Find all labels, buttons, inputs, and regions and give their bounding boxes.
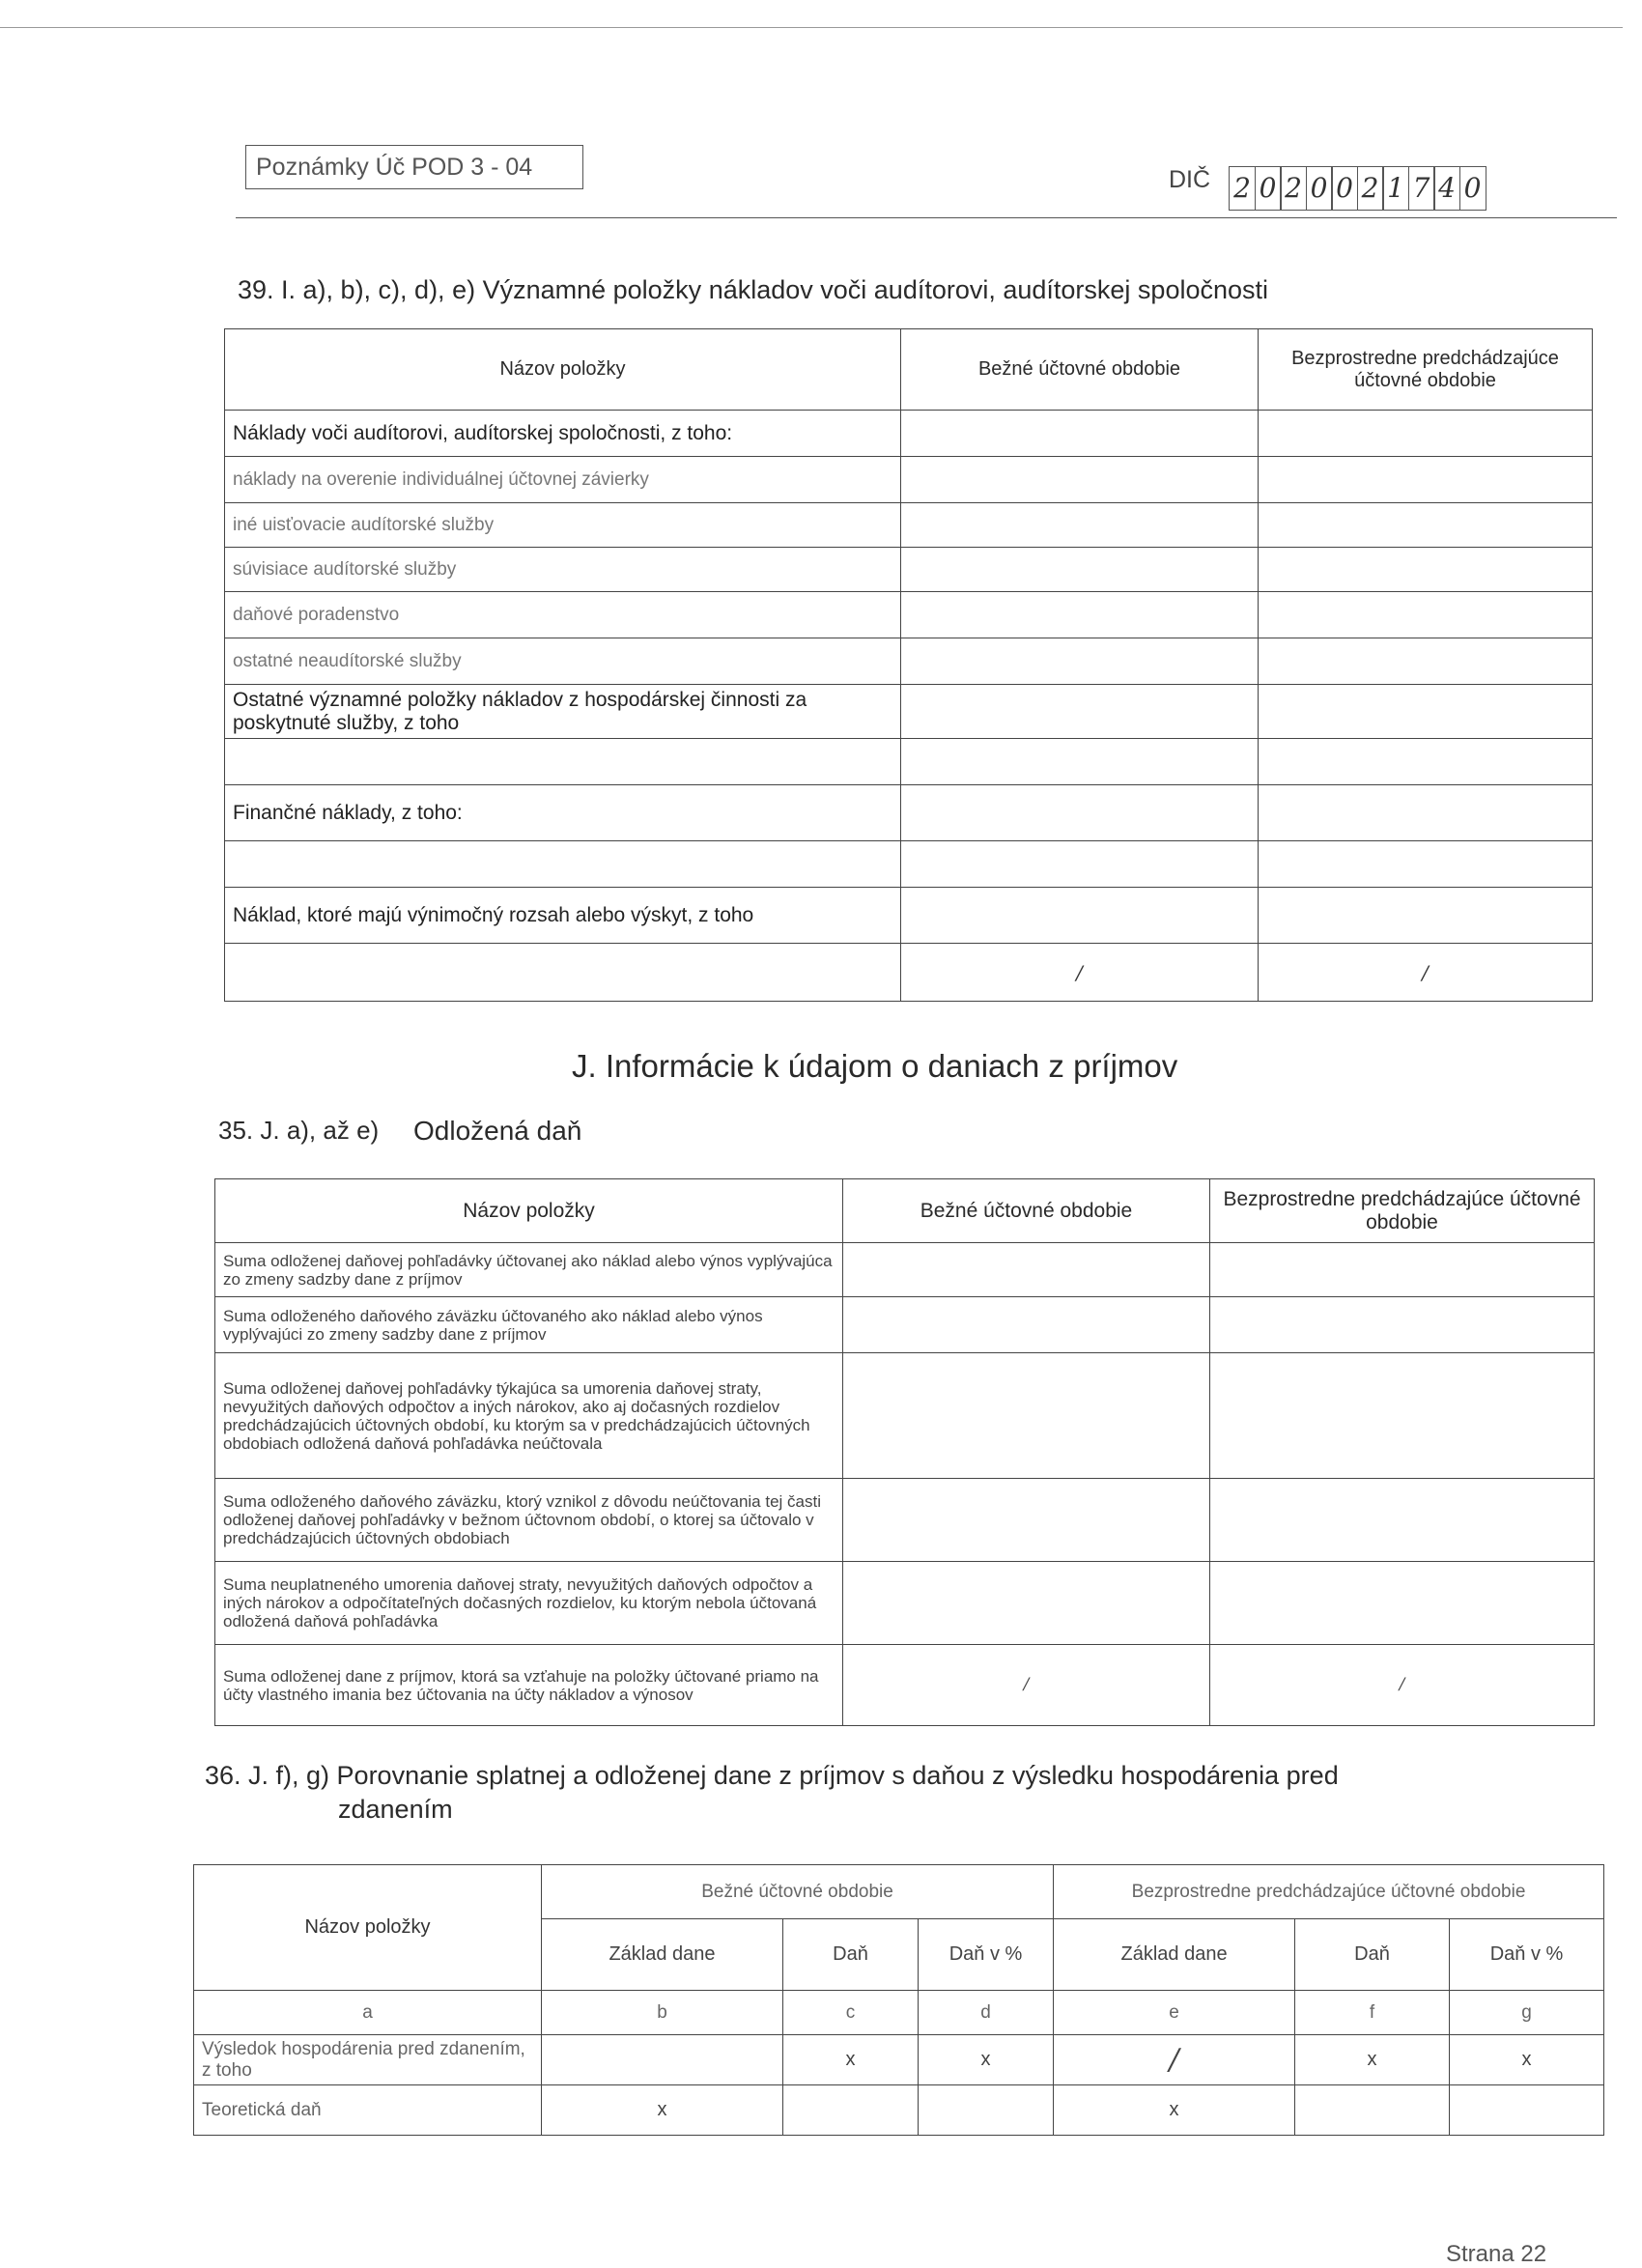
table-row	[215, 1479, 1595, 1562]
column-letter: a	[194, 1991, 542, 2035]
handwritten-slash-mark: /	[1210, 1645, 1595, 1726]
header-rule	[236, 217, 1617, 218]
table-row	[225, 685, 1593, 739]
row-label: súvisiace audítorské služby	[225, 548, 901, 592]
row-label: Výsledok hospodárenia pred zdanením, z toho	[194, 2035, 542, 2085]
column-letter: c	[783, 1991, 919, 2035]
value-cell[interactable]: x	[1450, 2035, 1604, 2085]
dic-digit-boxes	[1229, 166, 1485, 211]
value-cell[interactable]	[1259, 638, 1593, 685]
sub-header: Daň v %	[919, 1919, 1054, 1991]
row-label: Náklady voči audítorovi, audítorskej spoločnosti, z toho:	[225, 411, 901, 457]
form-code-box: Poznámky Úč POD 3 - 04	[245, 145, 583, 189]
table-row	[225, 888, 1593, 944]
sub-header: Základ dane	[1054, 1919, 1295, 1991]
handwritten-slash-mark: /	[901, 944, 1259, 1002]
row-label: Náklad, ktoré majú výnimočný rozsah alebo výskyt, z toho	[225, 888, 901, 944]
row-label: Finančné náklady, z toho:	[225, 785, 901, 841]
table-row	[194, 2035, 1604, 2085]
value-cell[interactable]	[901, 411, 1259, 457]
dic-digit: 0	[1255, 166, 1282, 211]
value-cell[interactable]	[1210, 1353, 1595, 1479]
page-number: Strana 22	[1446, 2241, 1547, 2267]
value-cell[interactable]	[843, 1297, 1210, 1353]
value-cell[interactable]	[901, 548, 1259, 592]
row-label: Suma odloženej daňovej pohľadávky týkajúca sa umorenia daňovej straty, nevyužitých daňových odpočtov a iných nárokov, ako aj dočasných rozdielov predchádzajúcich účtovných období, ku ktorým sa v predchádzajúcich účtovných obdobiach odložená daňová pohľadávka neúčtovala	[215, 1353, 843, 1479]
table-row	[225, 457, 1593, 503]
value-cell[interactable]	[901, 638, 1259, 685]
row-label: ostatné neaudítorské služby	[225, 638, 901, 685]
top-scan-edge	[0, 27, 1623, 28]
value-cell[interactable]	[1259, 592, 1593, 638]
section-35-table	[214, 1178, 1595, 1726]
column-letter: f	[1295, 1991, 1450, 2035]
section-39-table	[224, 328, 1593, 1002]
group-header-previous: Bezprostredne predchádzajúce účtovné obdobie	[1054, 1865, 1604, 1919]
value-cell[interactable]	[843, 1243, 1210, 1297]
dic-digit: 1	[1382, 166, 1409, 211]
value-cell[interactable]	[542, 2035, 783, 2085]
section-39-title: 39. I. a), b), c), d), e) Významné položky nákladov voči audítorovi, audítorskej spoločnosti	[238, 275, 1269, 304]
table-row	[225, 548, 1593, 592]
dic-digit: 4	[1433, 166, 1460, 211]
value-cell[interactable]	[1259, 548, 1593, 592]
sub-header: Základ dane	[542, 1919, 783, 1991]
section-36-title-cont: zdanením	[338, 1795, 453, 1824]
value-cell[interactable]: x	[1295, 2035, 1450, 2085]
table-row	[225, 944, 1593, 1002]
value-cell[interactable]	[1295, 2085, 1450, 2136]
value-cell[interactable]	[901, 457, 1259, 503]
col-header-current: Bežné účtovné obdobie	[901, 329, 1259, 411]
dic-digit: 0	[1331, 166, 1358, 211]
value-cell[interactable]	[1259, 739, 1593, 785]
value-cell[interactable]	[1450, 2085, 1604, 2136]
value-cell[interactable]: x	[542, 2085, 783, 2136]
group-header-current: Bežné účtovné obdobie	[542, 1865, 1054, 1919]
row-label[interactable]	[225, 739, 901, 785]
table-row	[225, 503, 1593, 548]
value-cell[interactable]	[783, 2085, 919, 2136]
table-row	[225, 411, 1593, 457]
col-header-previous: Bezprostredne predchádzajúce účtovné obdobie	[1259, 329, 1593, 411]
section-j-heading: J. Informácie k údajom o daniach z príjmov	[572, 1048, 1178, 1084]
value-cell[interactable]	[901, 888, 1259, 944]
value-cell[interactable]: x	[1054, 2085, 1295, 2136]
row-label: Suma odloženého daňového záväzku, ktorý vznikol z dôvodu neúčtovania tej časti odloženej daňovej pohľadávky v bežnom účtovnom období, o ktorej sa účtovalo v predchádzajúcich účtovných obdobiach	[215, 1479, 843, 1562]
value-cell[interactable]	[1259, 685, 1593, 739]
sub-header: Daň	[783, 1919, 919, 1991]
value-cell[interactable]	[1210, 1243, 1595, 1297]
table-row	[215, 1645, 1595, 1726]
column-letter: d	[919, 1991, 1054, 2035]
handwritten-slash-mark: /	[1259, 944, 1593, 1002]
value-cell[interactable]	[1210, 1479, 1595, 1562]
column-letter: g	[1450, 1991, 1604, 2035]
dic-label: DIČ	[1169, 166, 1211, 193]
table-row	[215, 1562, 1595, 1645]
value-cell[interactable]	[1210, 1297, 1595, 1353]
dic-digit: 2	[1229, 166, 1256, 211]
handwritten-slash-mark: /	[1054, 2035, 1295, 2085]
column-letter: e	[1054, 1991, 1295, 2035]
section-36-title: 36. J. f), g) Porovnanie splatnej a odloženej dane z príjmov s daňou z výsledku hospodárenia pred	[205, 1761, 1339, 1790]
table-row	[215, 1353, 1595, 1479]
table-row	[225, 638, 1593, 685]
row-label: Suma odloženej daňovej pohľadávky účtovanej ako náklad alebo výnos vyplývajúca zo zmeny sadzby dane z príjmov	[215, 1243, 843, 1297]
row-label: iné uisťovacie audítorské služby	[225, 503, 901, 548]
value-cell[interactable]	[1259, 785, 1593, 841]
value-cell[interactable]	[843, 1562, 1210, 1645]
value-cell[interactable]	[901, 739, 1259, 785]
col-header-name: Názov položky	[194, 1865, 542, 1991]
dic-digit: 7	[1408, 166, 1435, 211]
dic-digit: 2	[1280, 166, 1307, 211]
value-cell[interactable]	[919, 2085, 1054, 2136]
value-cell[interactable]	[901, 503, 1259, 548]
value-cell[interactable]	[901, 592, 1259, 638]
value-cell[interactable]	[1259, 888, 1593, 944]
table-row	[225, 785, 1593, 841]
col-header-name: Názov položky	[215, 1179, 843, 1243]
dic-digit: 0	[1459, 166, 1486, 211]
table-row	[215, 1243, 1595, 1297]
row-label: Suma neuplatneného umorenia daňovej straty, nevyužitých daňových odpočtov a iných nárokov a odpočítateľných dočasných rozdielov, ku ktorým nebola účtovaná odložená daňová pohľadávka	[215, 1562, 843, 1645]
row-label: Suma odloženého daňového záväzku účtovaného ako náklad alebo výnos vyplývajúci zo zmeny sadzby dane z príjmov	[215, 1297, 843, 1353]
col-header-name: Názov položky	[225, 329, 901, 411]
sub-header: Daň	[1295, 1919, 1450, 1991]
row-label: náklady na overenie individuálnej účtovnej závierky	[225, 457, 901, 503]
sub-header: Daň v %	[1450, 1919, 1604, 1991]
table-row	[225, 841, 1593, 888]
handwritten-slash-mark: /	[843, 1645, 1210, 1726]
column-letter: b	[542, 1991, 783, 2035]
value-cell[interactable]: x	[919, 2035, 1054, 2085]
row-label: Teoretická daň	[194, 2085, 542, 2136]
row-label: Ostatné významné položky nákladov z hospodárskej činnosti za poskytnuté služby, z toho	[225, 685, 901, 739]
value-cell[interactable]	[1259, 411, 1593, 457]
table-row	[194, 2085, 1604, 2136]
value-cell[interactable]	[1259, 503, 1593, 548]
value-cell[interactable]	[843, 1479, 1210, 1562]
value-cell[interactable]	[1259, 457, 1593, 503]
value-cell[interactable]: x	[783, 2035, 919, 2085]
value-cell[interactable]	[901, 785, 1259, 841]
row-label: Suma odloženej dane z príjmov, ktorá sa vzťahuje na položky účtované priamo na účty vlastného imania bez účtovania na účty nákladov a výnosov	[215, 1645, 843, 1726]
value-cell[interactable]	[1259, 841, 1593, 888]
col-header-current: Bežné účtovné obdobie	[843, 1179, 1210, 1243]
table-row	[225, 592, 1593, 638]
table-row	[225, 739, 1593, 785]
row-label: daňové poradenstvo	[225, 592, 901, 638]
dic-digit: 2	[1357, 166, 1384, 211]
table-row	[215, 1297, 1595, 1353]
section-35-title: Odložená daň	[413, 1116, 582, 1146]
section-35-number: 35. J. a), až e)	[218, 1116, 380, 1145]
value-cell[interactable]	[843, 1353, 1210, 1479]
col-header-previous: Bezprostredne predchádzajúce účtovné obdobie	[1210, 1179, 1595, 1243]
section-36-table	[193, 1864, 1604, 2136]
value-cell[interactable]	[901, 841, 1259, 888]
value-cell[interactable]	[1210, 1562, 1595, 1645]
value-cell[interactable]	[901, 685, 1259, 739]
row-label[interactable]	[225, 944, 901, 1002]
row-label[interactable]	[225, 841, 901, 888]
dic-digit: 0	[1306, 166, 1333, 211]
